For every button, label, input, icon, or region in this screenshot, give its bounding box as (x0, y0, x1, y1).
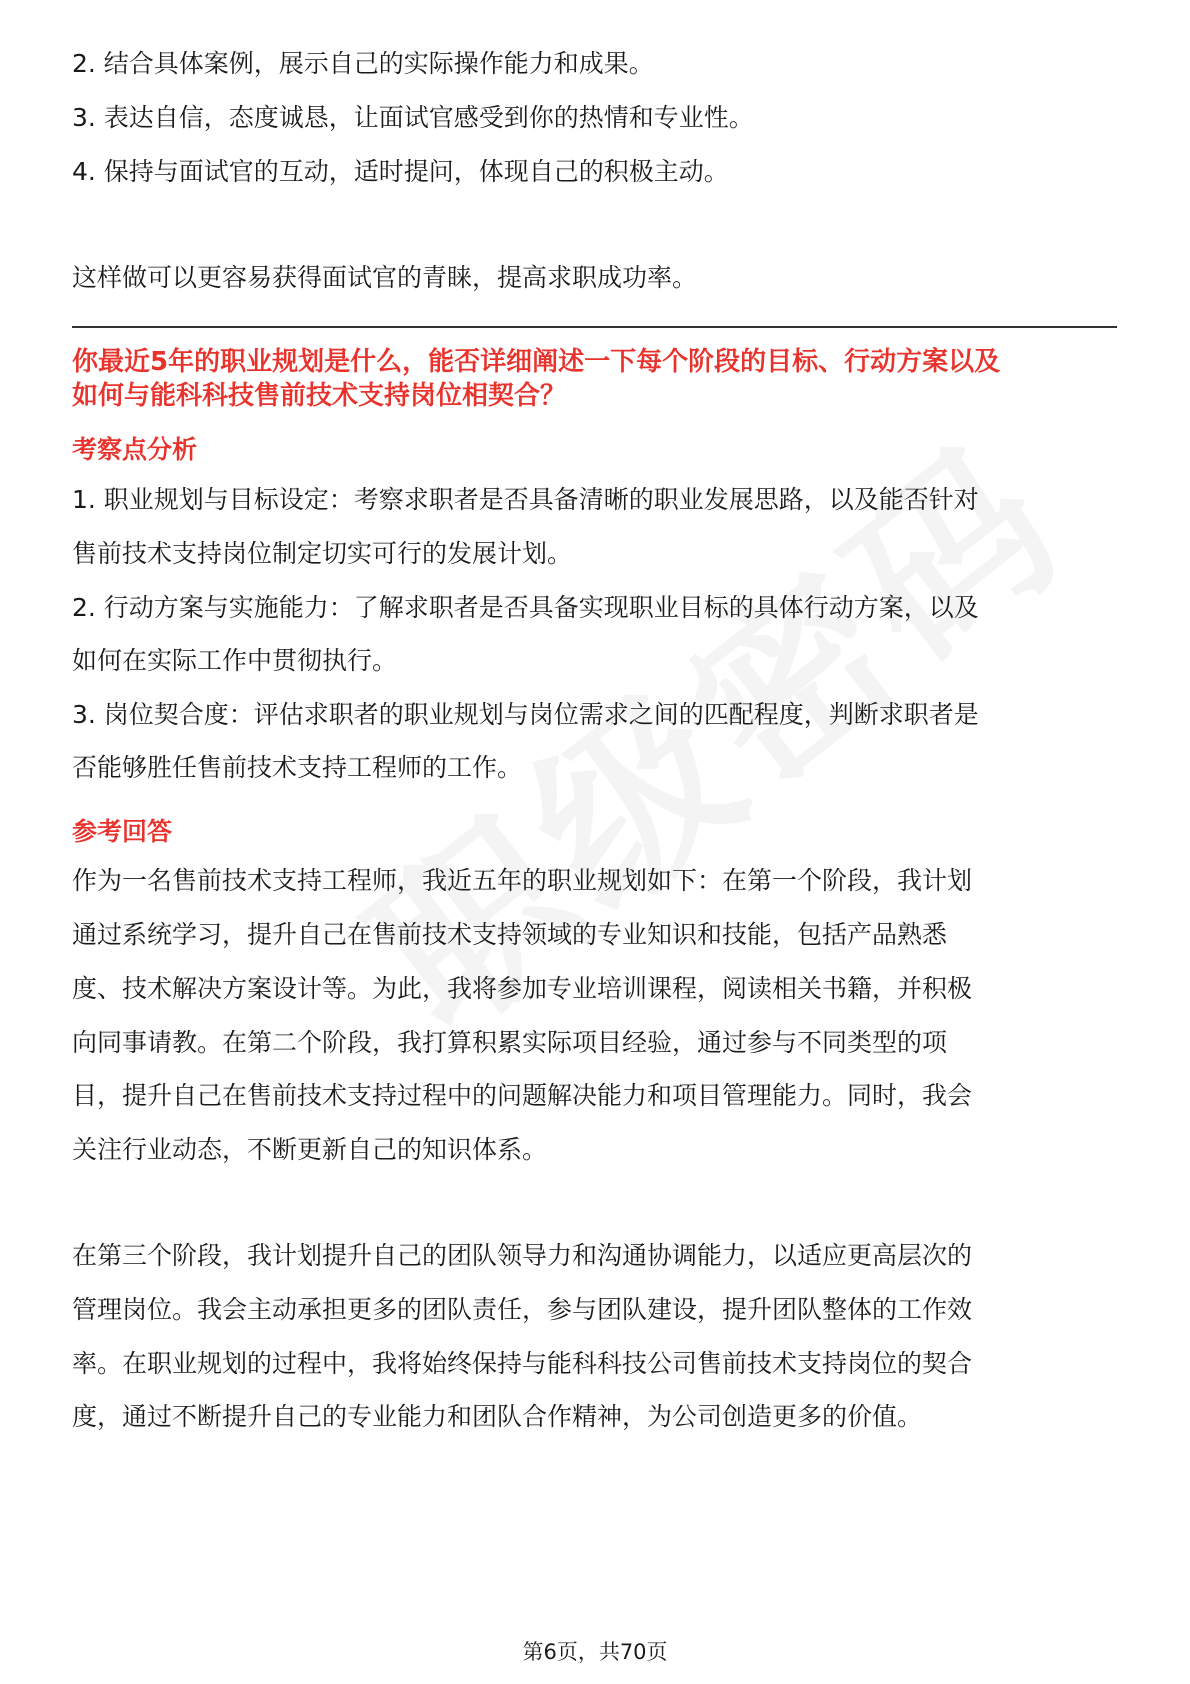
section-divider (72, 326, 1117, 328)
answer-line: 度，通过不断提升自己的专业能力和团队合作精神，为公司创造更多的价值。 (72, 1402, 923, 1431)
list-item: 2. 结合具体案例，展示自己的实际操作能力和成果。 (72, 49, 654, 78)
analysis-line: 否能够胜任售前技术支持工程师的工作。 (72, 753, 523, 782)
answer-line: 作为一名售前技术支持工程师，我近五年的职业规划如下：在第一个阶段，我计划 (72, 866, 973, 895)
conclusion-text: 这样做可以更容易获得面试官的青睐，提高求职成功率。 (72, 263, 698, 292)
analysis-line: 3. 岗位契合度：评估求职者的职业规划与岗位需求之间的匹配程度，判断求职者是 (72, 700, 979, 729)
answer-line: 度、技术解决方案设计等。为此，我将参加专业培训课程，阅读相关书籍，并积极 (72, 974, 973, 1003)
answer-line: 在第三个阶段，我计划提升自己的团队领导力和沟通协调能力，以适应更高层次的 (72, 1241, 973, 1270)
analysis-line: 如何在实际工作中贯彻执行。 (72, 646, 398, 675)
question-line-2: 如何与能科科技售前技术支持岗位相契合？ (72, 381, 567, 411)
analysis-line: 1. 职业规划与目标设定：考察求职者是否具备清晰的职业发展思路，以及能否针对 (72, 485, 979, 514)
page-number-footer: 第6页，共70页 (522, 1640, 668, 1664)
analysis-line: 2. 行动方案与实施能力：了解求职者是否具备实现职业目标的具体行动方案，以及 (72, 593, 979, 622)
answer-line: 通过系统学习，提升自己在售前技术支持领域的专业知识和技能，包括产品熟悉 (72, 920, 948, 949)
answer-line: 向同事请教。在第二个阶段，我打算积累实际项目经验，通过参与不同类型的项 (72, 1028, 948, 1057)
answer-line: 率。在职业规划的过程中，我将始终保持与能科科技公司售前技术支持岗位的契合 (72, 1349, 973, 1378)
analysis-line: 售前技术支持岗位制定切实可行的发展计划。 (72, 539, 573, 568)
list-item: 3. 表达自信，态度诚恳，让面试官感受到你的热情和专业性。 (72, 103, 754, 132)
answer-line: 管理岗位。我会主动承担更多的团队责任，参与团队建设，提升团队整体的工作效 (72, 1295, 973, 1324)
list-item: 4. 保持与面试官的互动，适时提问，体现自己的积极主动。 (72, 157, 729, 186)
question-line-1: 你最近5年的职业规划是什么，能否详细阐述一下每个阶段的目标、行动方案以及 (72, 347, 1001, 377)
analysis-heading: 考察点分析 (72, 435, 198, 464)
answer-line: 目，提升自己在售前技术支持过程中的问题解决能力和项目管理能力。同时，我会 (72, 1081, 973, 1110)
answer-line: 关注行业动态，不断更新自己的知识体系。 (72, 1135, 548, 1164)
answer-heading: 参考回答 (72, 817, 173, 846)
